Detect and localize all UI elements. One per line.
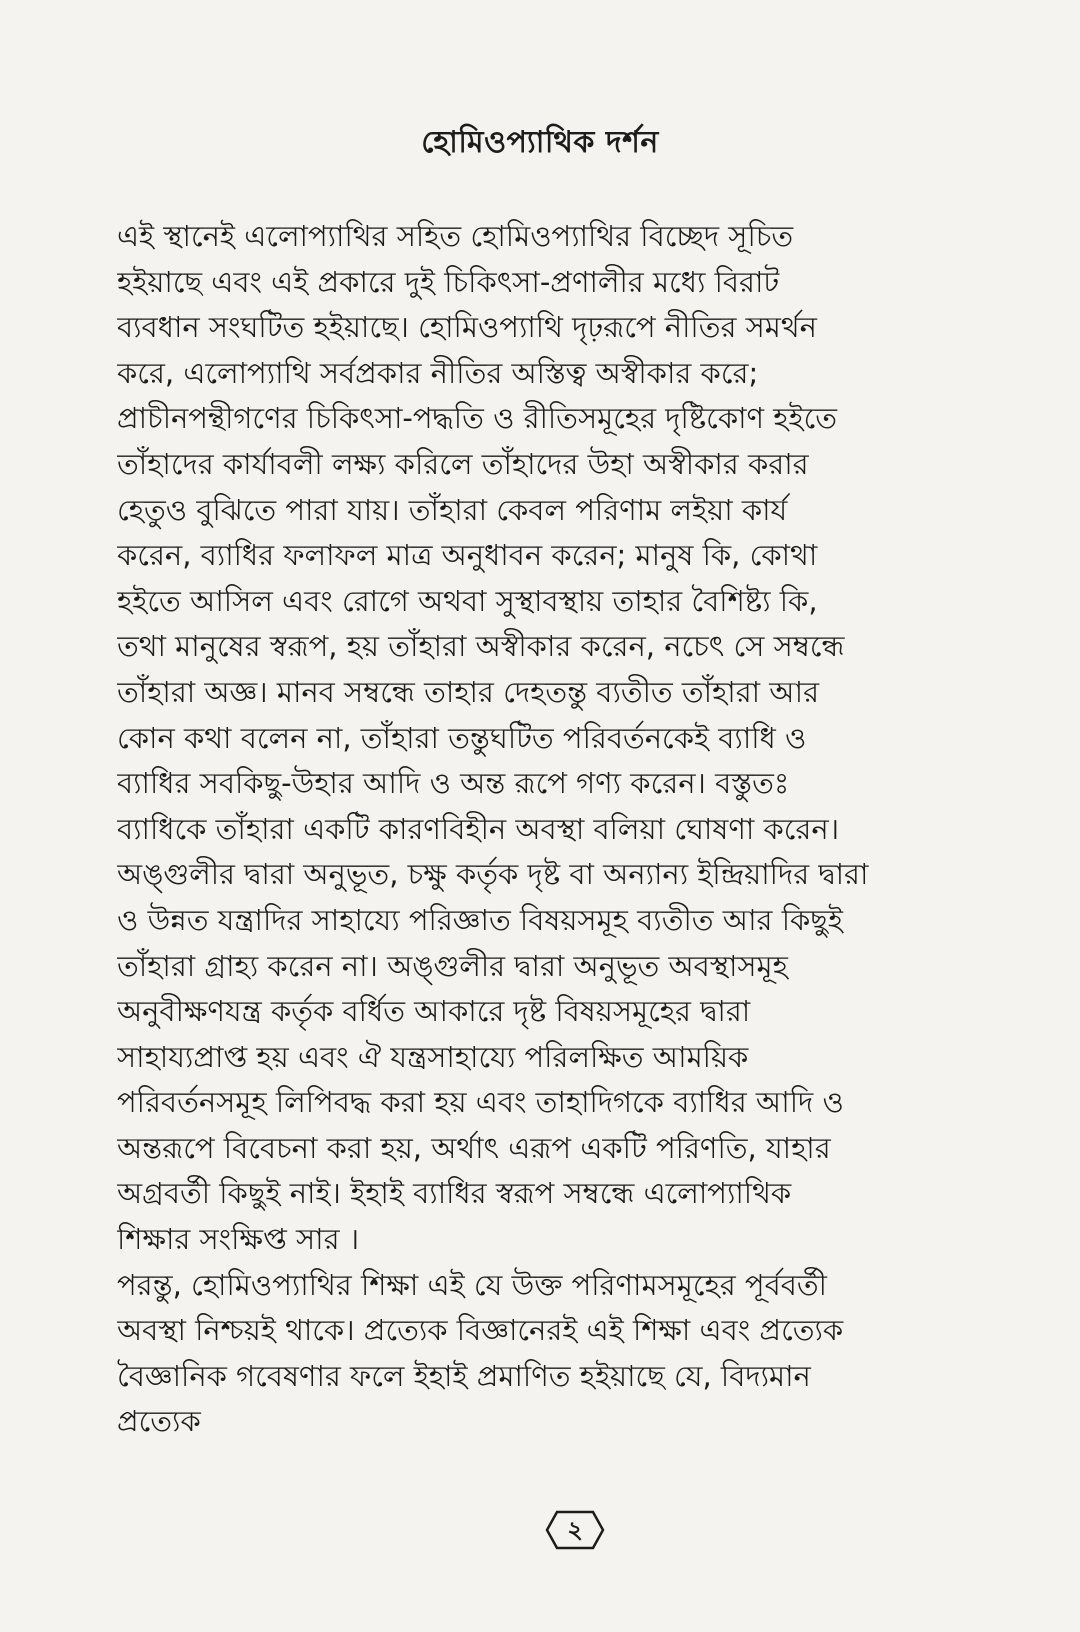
text-line: হইয়াছে এবং এই প্রকারে দুই চিকিৎসা-প্রণালীর মধ্যে বিরাট	[117, 264, 780, 299]
text-line: ব্যবধান সংঘটিত হইয়াছে। হোমিওপ্যাথি দৃঢ়রূপে নীতির সমর্থন	[117, 310, 817, 345]
text-line: শিক্ষার সংক্ষিপ্ত সার ।	[117, 1222, 360, 1257]
text-line: ব্যাধির সবকিছু-উহার আদি ও অন্ত রূপে গণ্য করেন। বস্তুতঃ	[117, 766, 790, 801]
text-line: করে, এলোপ্যাথি সর্বপ্রকার নীতির অস্তিত্ব অস্বীকার করে;	[117, 355, 759, 390]
text-line: প্রাচীনপন্থীগণের চিকিৎসা-পদ্ধতি ও রীতিসমূহের দৃষ্টিকোণ হইতে	[117, 401, 838, 436]
text-line: হইতে আসিল এবং রোগে অথবা সুস্থাবস্থায় তাহার বৈশিষ্ট্য কি,	[117, 583, 818, 618]
text-line: অগ্রবর্তী কিছুই নাই। ইহাই ব্যাধির স্বরূপ সম্বন্ধে এলোপ্যাথিক	[117, 1176, 792, 1211]
text-line: অবস্থা নিশ্চয়ই থাকে। প্রত্যেক বিজ্ঞানেরই এই শিক্ষা এবং প্রত্যেক	[117, 1313, 844, 1348]
text-line: তাঁহারা অজ্ঞ। মানব সম্বন্ধে তাহার দেহতন্তু ব্যতীত তাঁহারা আর	[117, 674, 820, 709]
text-line: প্রত্যেক	[117, 1404, 201, 1439]
page-title: হোমিওপ্যাথিক দর্শন	[421, 125, 659, 160]
text-line: অন্তরূপে বিবেচনা করা হয়, অর্থাৎ এরূপ একটি পরিণতি, যাহার	[117, 1130, 831, 1165]
text-line: অঙ্গুলীর দ্বারা অনুভূত, চক্ষু কর্তৃক দৃষ্ট বা অন্যান্য ইন্দ্রিয়াদির দ্বারা	[117, 857, 869, 892]
text-line: বৈজ্ঞানিক গবেষণার ফলে ইহাই প্রমাণিত হইয়াছে যে, বিদ্যমান	[117, 1358, 811, 1393]
text-line: পরিবর্তনসমূহ লিপিবদ্ধ করা হয় এবং তাহাদিগকে ব্যাধির আদি ও	[117, 1085, 844, 1120]
body-text	[117, 214, 1027, 1445]
paragraph-2	[117, 1263, 1027, 1445]
text-line: হেতুও বুঝিতে পারা যায়। তাঁহারা কেবল পরিণাম লইয়া কার্য	[117, 492, 788, 527]
text-line: করেন, ব্যাধির ফলাফল মাত্র অনুধাবন করেন; মানুষ কি, কোথা	[117, 538, 818, 573]
text-line: তথা মানুষের স্বরূপ, হয় তাঁহারা অস্বীকার করেন, নচেৎ সে সম্বন্ধে	[117, 629, 845, 664]
text-line: তাঁহারা গ্রাহ্য করেন না। অঙ্গুলীর দ্বারা অনুভূত অবস্থাসমূহ	[117, 948, 788, 983]
text-line: ও উন্নত যন্ত্রাদির সাহায্যে পরিজ্ঞাত বিষয়সমূহ ব্যতীত আর কিছুই	[117, 902, 843, 937]
text-line: ব্যাধিকে তাঁহারা একটি কারণবিহীন অবস্থা বলিয়া ঘোষণা করেন।	[117, 811, 840, 846]
text-line: কোন কথা বলেন না, তাঁহারা তন্তুঘটিত পরিবর্তনকেই ব্যাধি ও	[117, 720, 807, 755]
text-line: অনুবীক্ষণযন্ত্র কর্তৃক বর্ধিত আকারে দৃষ্ট বিষয়সমূহের দ্বারা	[117, 994, 751, 1029]
text-line: সাহায্যপ্রাপ্ত হয় এবং ঐ যন্ত্রসাহায্যে পরিলক্ষিত আময়িক	[117, 1039, 749, 1074]
text-line: পরন্তু, হোমিওপ্যাথির শিক্ষা এই যে উক্ত পরিণামসমূহের পূর্ববর্তী	[117, 1267, 827, 1302]
text-line: এই স্থানেই এলোপ্যাথির সহিত হোমিওপ্যাথির বিচ্ছেদ সূচিত	[117, 219, 794, 253]
page-number: ২	[567, 1516, 583, 1544]
text-line: তাঁহাদের কার্যাবলী লক্ষ্য করিলে তাঁহাদের উহা অস্বীকার করার	[117, 446, 809, 481]
page-number-badge	[545, 1510, 605, 1550]
paragraph-1	[117, 214, 1027, 1263]
